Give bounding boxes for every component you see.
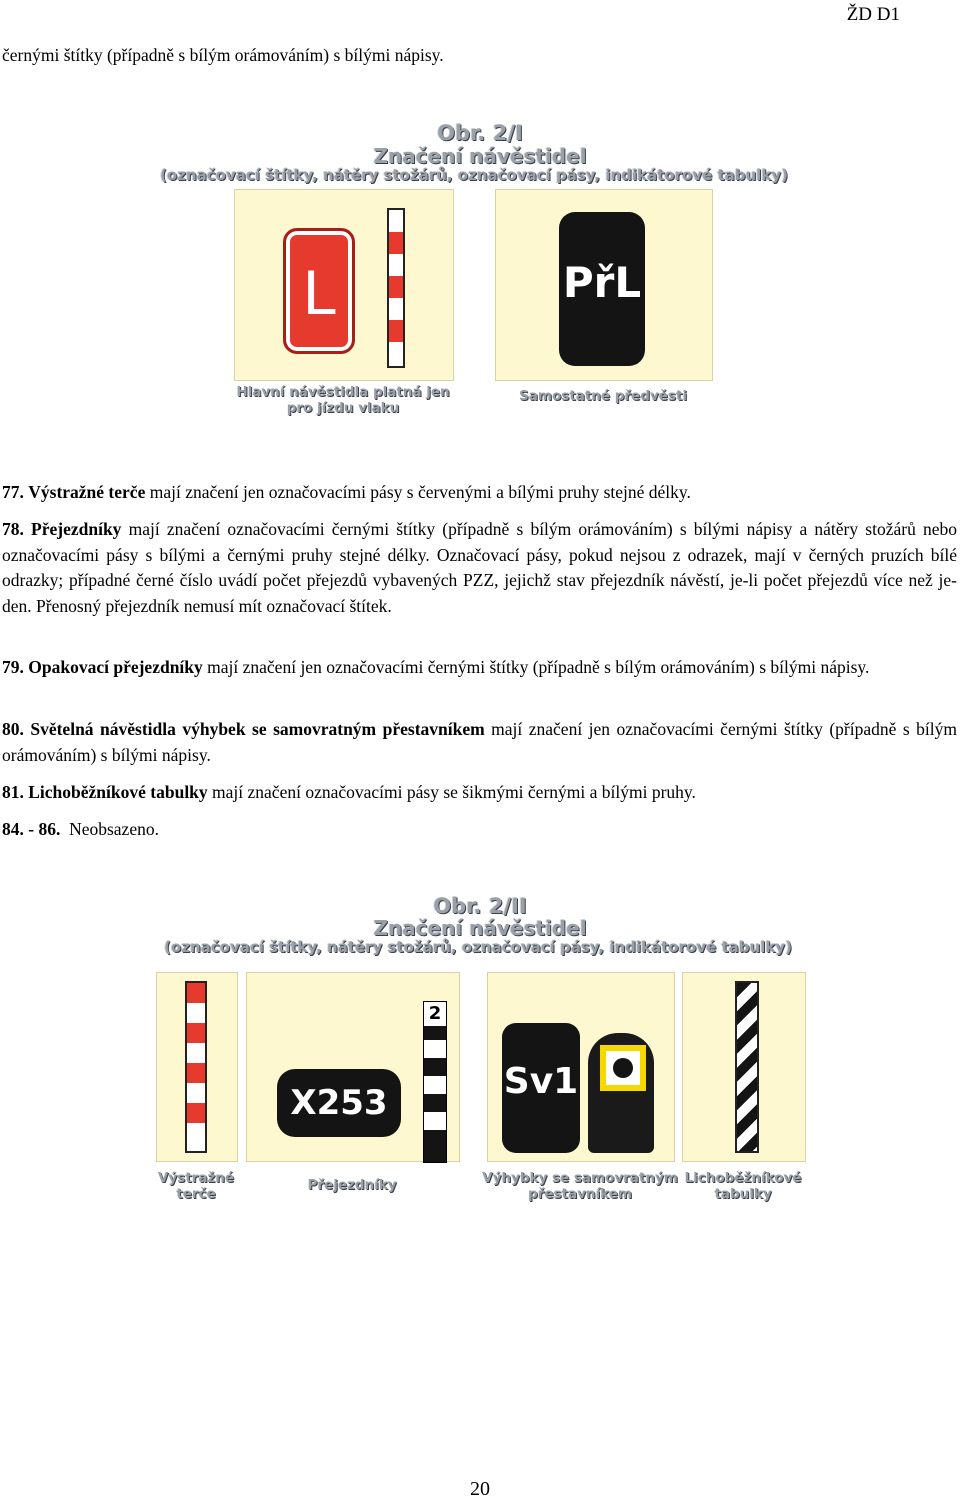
figure1-description: (označovací štítky, nátěry stožárů, označovací pásy, indikátorové tabulky) (160, 166, 788, 184)
figure2-panel-crossing-signals (246, 972, 460, 1162)
red-white-warning-mast (185, 981, 207, 1153)
plate-text-l: L (302, 259, 336, 329)
figure1-subtitle: Značení návěstidel (373, 144, 587, 168)
figure2-caption-warning-targets: Výstražné terče (157, 1170, 235, 1202)
figure2-subtitle: Značení návěstidel (373, 916, 587, 940)
paragraph-78: 78. Přejezdníky mají značení označovacími černými štítky (případně s bílým orámováním) s bílými nápisy a nátěry stožárů nebo označovacími pásy s bílými a černými pruhy stejné délky. Označovací pásy, pokud nejsou z odrazek, mají v černých pruzích bílé odrazky; případné černé číslo uvádí počet přejezdů vybavených PZZ, jejichž stav přejezdník návěstí, je-li počet přejezdů více než je- den. Přenosný přejezdník nemusí mít označovací štítek. (2, 519, 957, 616)
plate-text-prl: PřL (562, 258, 642, 307)
red-marker-plate (283, 228, 355, 354)
figure2-caption-trapezoid-boards: Lichoběžníkové tabulky (684, 1170, 802, 1202)
paragraph-79: 79. Opakovací přejezdníky mají značení jen označovacími černými štítky (případně s bílým orámováním) s bílými nápisy. (2, 657, 870, 677)
black-white-crossing-mast (423, 1001, 447, 1163)
crossing-count-number: 2 (424, 1002, 446, 1026)
paragraph-77: 77. Výstražné terče mají značení jen označovacími pásy s červenými a bílými pruhy stejné délky. (2, 482, 691, 502)
red-white-striped-mast (387, 208, 405, 368)
crossing-marker-plate (277, 1069, 401, 1137)
plate-text-x253: X253 (290, 1083, 388, 1123)
figure1-caption-main-signals: Hlavní návěstidla platná jen pro jízdu vlaku (236, 384, 450, 416)
paragraph-81: 81. Lichoběžníkové tabulky mají značení označovacími pásy se šikmými černými a bílými pruhy. (2, 782, 696, 802)
intro-line: černými štítky (případně s bílým orámováním) s bílými nápisy. (2, 45, 444, 65)
diagonal-striped-mast (735, 981, 759, 1153)
switch-marker-plate (502, 1023, 580, 1153)
figure1-panel-distant-signals (495, 189, 713, 381)
paragraph-84-86: 84. - 86. Neobsazeno. (2, 819, 159, 839)
yellow-frame-indicator (600, 1045, 646, 1091)
document-code: ŽD D1 (846, 4, 900, 25)
figure2-caption-crossing-signals: Přejezdníky (307, 1177, 397, 1193)
figure2-caption-switch-signals: Výhybky se samovratným přestavníkem (482, 1170, 678, 1202)
page-number: 20 (470, 1478, 490, 1500)
figure2-panel-trapezoid-boards (682, 972, 806, 1162)
paragraph-80: 80. Světelná návěstidla výhybek se samovratným přestavníkem mají značení jen označovacími černými štítky (případně s bílým orámováním) s bílými nápisy. (2, 719, 958, 765)
figure1-caption-distant-signals: Samostatné předvěsti (519, 388, 687, 404)
figure1-title: Obr. 2/I (437, 121, 523, 145)
figure2-title: Obr. 2/II (433, 894, 527, 918)
figure2-description: (označovací štítky, nátěry stožárů, označovací pásy, indikátorové tabulky) (164, 938, 792, 956)
figure2-panel-switch-signals (487, 972, 675, 1162)
plate-text-sv1: Sv1 (503, 1061, 579, 1102)
figure2-panel-warning-targets (156, 972, 238, 1162)
figure1-panel-main-signals (234, 189, 454, 381)
black-marker-plate (559, 212, 645, 366)
switch-signal-head (588, 1033, 654, 1153)
